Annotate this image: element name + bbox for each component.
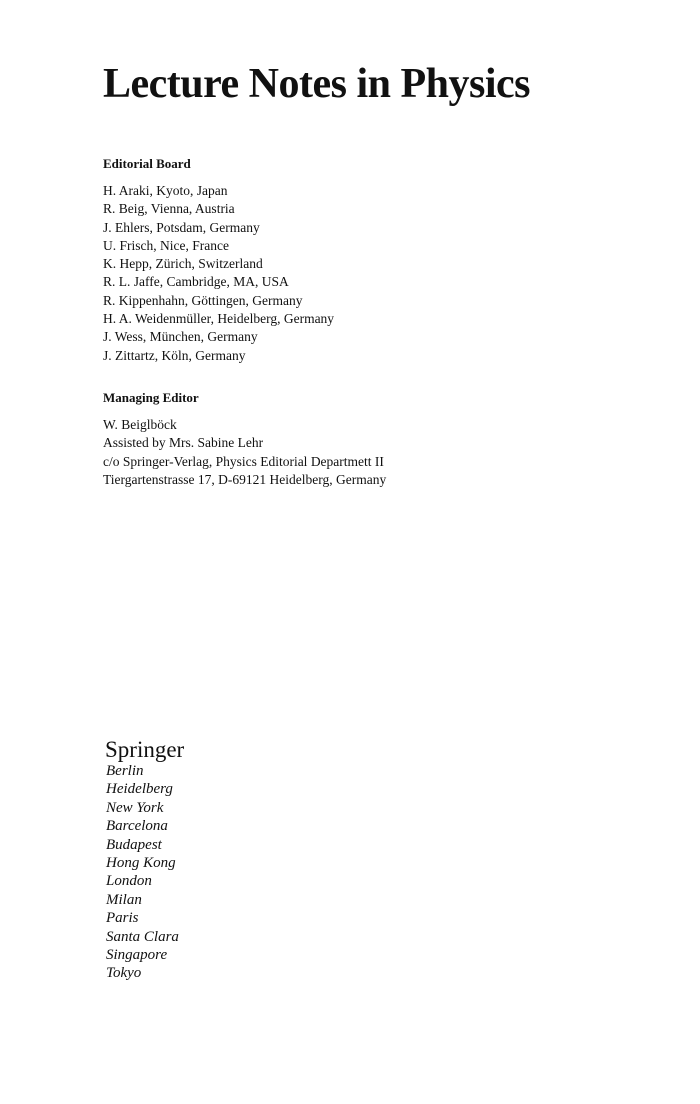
editorial-board-member: K. Hepp, Zürich, Switzerland: [103, 256, 263, 272]
publisher-city: Hong Kong: [106, 855, 176, 872]
publisher-city: Singapore: [106, 947, 168, 964]
publisher-city: Santa Clara: [106, 928, 179, 945]
publisher-city: Heidelberg: [106, 781, 173, 798]
publisher-city: Paris: [106, 910, 139, 927]
publisher-city: New York: [106, 799, 164, 816]
editorial-board-member: J. Wess, München, Germany: [103, 329, 258, 345]
editorial-board-member: J. Ehlers, Potsdam, Germany: [103, 219, 260, 235]
managing-editor-block: [103, 416, 386, 489]
publisher-city: Berlin: [106, 763, 144, 779]
editorial-board-member: J. Zittartz, Köln, Germany: [103, 347, 246, 363]
publisher-city: Tokyo: [106, 965, 142, 982]
managing-editor-address: Tiergartenstrasse 17, D-69121 Heidelberg, Germany: [103, 471, 387, 487]
publisher-city: Budapest: [106, 836, 162, 853]
editorial-board-member: H. Araki, Kyoto, Japan: [103, 183, 228, 198]
editorial-board-member: U. Frisch, Nice, France: [103, 237, 229, 253]
editorial-board-member: R. Kippenhahn, Göttingen, Germany: [103, 292, 303, 308]
page-title: Lecture Notes in Physics: [103, 61, 531, 107]
publisher-city: Milan: [106, 891, 142, 908]
managing-editor-department: c/o Springer-Verlag, Physics Editorial Departmett II: [103, 453, 384, 469]
publisher-city-list: [106, 762, 179, 983]
managing-editor-name: W. Beiglböck: [103, 417, 177, 432]
editorial-board-list: [103, 182, 334, 365]
publisher-name: Springer: [105, 737, 185, 762]
managing-editor-assistant: Assisted by Mrs. Sabine Lehr: [103, 435, 264, 451]
publisher-city: Barcelona: [106, 818, 168, 835]
editorial-board-heading: Editorial Board: [103, 156, 191, 171]
editorial-board-member: R. Beig, Vienna, Austria: [103, 201, 235, 217]
publisher-city: London: [106, 873, 152, 890]
editorial-board-member: H. A. Weidenmüller, Heidelberg, Germany: [103, 311, 335, 327]
managing-editor-heading: Managing Editor: [103, 390, 199, 405]
editorial-board-member: R. L. Jaffe, Cambridge, MA, USA: [103, 274, 289, 290]
